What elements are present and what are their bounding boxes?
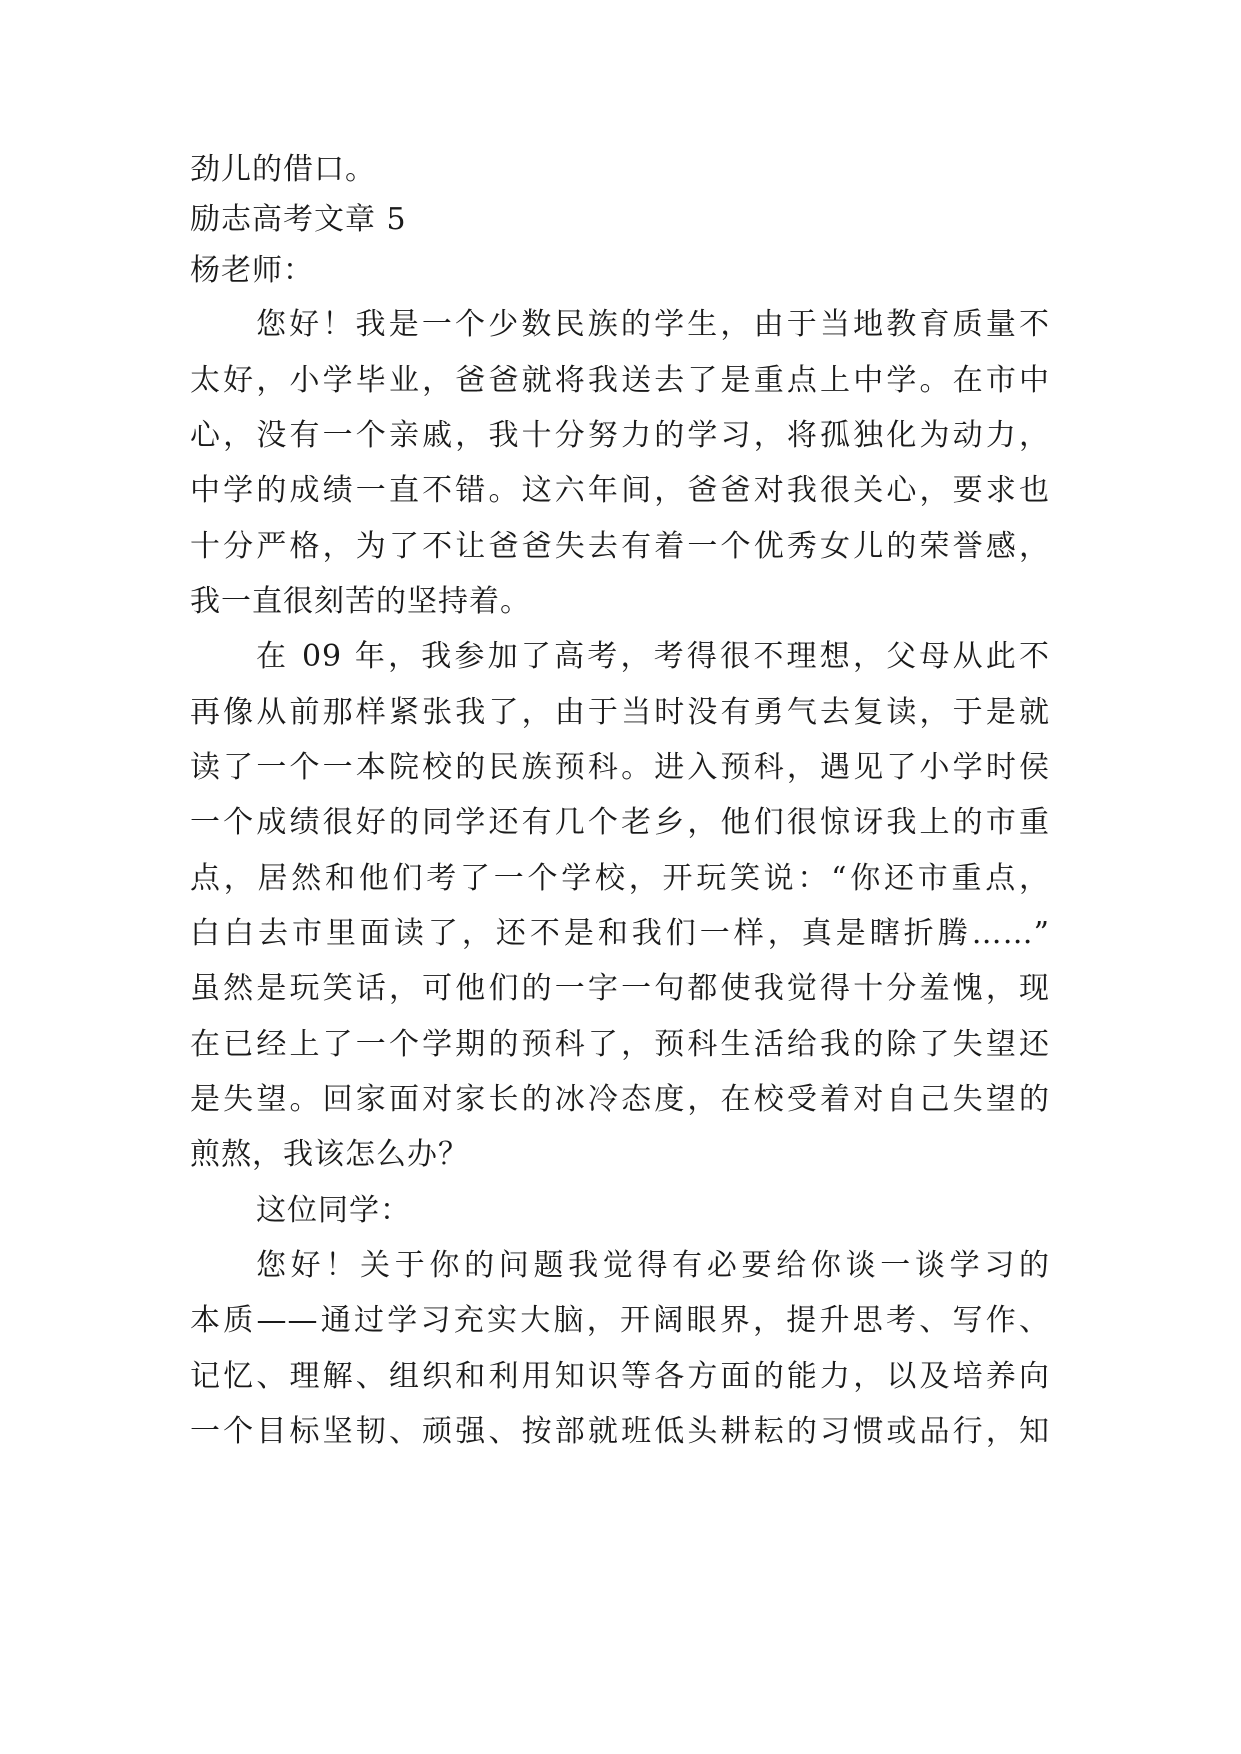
text-line: 十分严格，为了不让爸爸失去有着一个优秀女儿的荣誉感， [190, 529, 1050, 564]
text-line: 中学的成绩一直不错。这六年间，爸爸对我很关心，要求也 [190, 473, 1050, 508]
text-line: 再像从前那样紧张我了，由于当时没有勇气去复读，于是就 [190, 695, 1050, 730]
text-line: 您好！关于你的问题我觉得有必要给你谈一谈学习的 [256, 1248, 1050, 1283]
salutation: 杨老师： [190, 253, 314, 288]
text-line: 心，没有一个亲戚，我十分努力的学习，将孤独化为动力， [190, 418, 1050, 453]
text-line: 劲儿的借口。 [190, 152, 376, 187]
salutation: 这位同学： [256, 1193, 411, 1228]
text-line: 读了一个一本院校的民族预科。进入预科，遇见了小学时侯 [190, 750, 1050, 785]
text-line: 在已经上了一个学期的预科了，预科生活给我的除了失望还 [190, 1027, 1050, 1062]
text-line: 在 09 年，我参加了高考，考得很不理想，父母从此不 [256, 639, 1050, 674]
text-line: 记忆、理解、组织和利用知识等各方面的能力，以及培养向 [190, 1359, 1050, 1394]
text-line: 一个成绩很好的同学还有几个老乡，他们很惊讶我上的市重 [190, 805, 1050, 840]
text-line: 虽然是玩笑话，可他们的一字一句都使我觉得十分羞愧，现 [190, 971, 1050, 1006]
text-line: 您好！我是一个少数民族的学生，由于当地教育质量不 [256, 307, 1050, 342]
text-line: 点，居然和他们考了一个学校，开玩笑说：“你还市重点， [190, 861, 1050, 896]
text-line: 本质——通过学习充实大脑，开阔眼界，提升思考、写作、 [190, 1303, 1050, 1338]
text-line: 一个目标坚韧、顽强、按部就班低头耕耘的习惯或品行，知 [190, 1414, 1050, 1449]
text-line: 太好，小学毕业，爸爸就将我送去了是重点上中学。在市中 [190, 363, 1050, 398]
text-line: 是失望。回家面对家长的冰冷态度，在校受着对自己失望的 [190, 1082, 1050, 1117]
text-line: 白白去市里面读了，还不是和我们一样，真是瞎折腾……” [190, 916, 1050, 951]
text-line: 我一直很刻苦的坚持着。 [190, 584, 531, 619]
text-line: 煎熬，我该怎么办？ [190, 1137, 469, 1172]
section-heading: 励志高考文章 5 [190, 202, 407, 237]
